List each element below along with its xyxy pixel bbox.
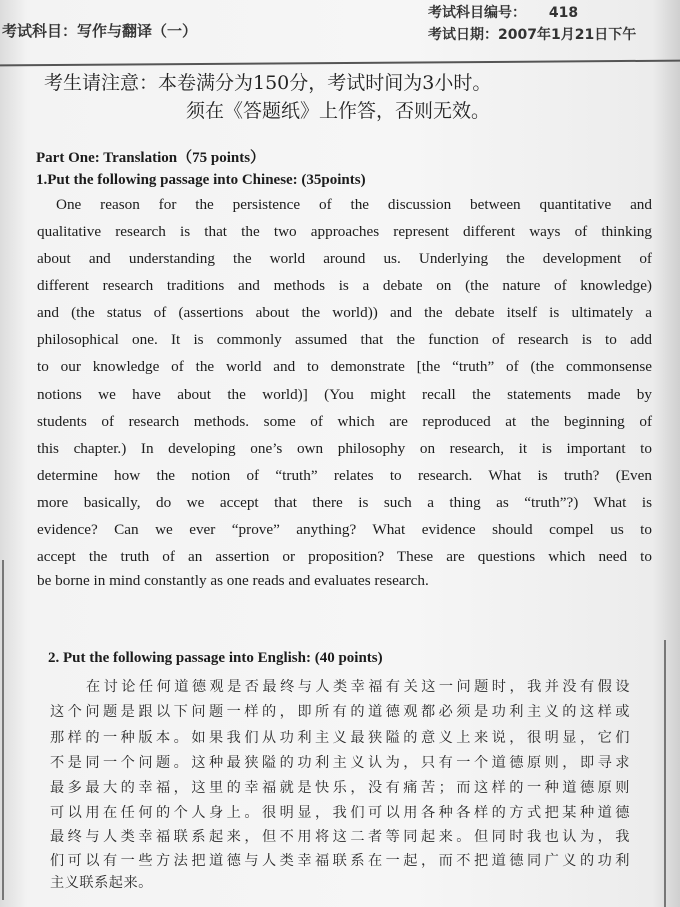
subject-code [428, 2, 578, 22]
passage-line: students of research methods. some of which are reproduced at the beginning of [37, 413, 652, 430]
subject-code-label: 考试科目编号： [428, 5, 526, 21]
scan-edge-right [664, 640, 666, 907]
passage-line: One reason for the persistence of the discussion between quantitative and [56, 196, 652, 213]
passage-line: 这个问题是跟以下问题一样的，即所有的道德观都必须是功利主义的这样或 [50, 704, 630, 720]
passage-line: notions we have about the world)] (You might recall the statements made by [37, 386, 652, 403]
passage-line: this chapter.) In developing one’s own philosophy on research, it is important to [37, 440, 652, 457]
scan-edge-left [2, 560, 4, 900]
exam-date: 考试日期：2007年1月21日下午 [428, 27, 637, 43]
passage-line: be borne in mind constantly as one reads and evaluates research. [37, 572, 429, 589]
passage-line: about and understanding the world around us. Underlying the development of [37, 250, 652, 267]
notice-line-1: 考生请注意：本卷满分为150分，考试时间为3小时。 [44, 72, 492, 94]
passage-line: 可以用在任何的个人身上。很明显，我们可以用各种各样的方式把某种道德 [50, 805, 630, 821]
passage-line: accept the truth of an assertion or proposition? These are questions which need to [37, 548, 652, 565]
passage-line: more basically, do we accept that there is such a thing as “truth”?) What is [37, 494, 652, 511]
passage-line: philosophical one. It is commonly assumed that the function of research is to add [37, 331, 652, 348]
q1-heading: 1.Put the following passage into Chinese: (35points) [36, 172, 366, 188]
part-one-title: Part One: Translation（75 points） [36, 150, 266, 166]
passage-line: 主义联系起来。 [50, 875, 153, 891]
passage-line: 不是同一个问题。这种最狭隘的功利主义认为，只有一个道德原则，即寻求 [50, 755, 630, 771]
passage-line: 最终与人类幸福联系起来，但不用将这二者等同起来。但同时我也认为，我 [50, 829, 630, 845]
passage-line: 最多最大的幸福，这里的幸福就是快乐，没有痛苦；而这样的一种道德原则 [50, 780, 630, 796]
notice-line-2: 须在《答题纸》上作答，否则无效。 [186, 100, 491, 122]
subject-code-value: 418 [548, 5, 579, 21]
passage-line: 那样的一种版本。如果我们从功利主义最狭隘的意义上来说，很明显，它们 [50, 730, 630, 746]
passage-line: different research traditions and methods is a debate on (the nature of knowledge) [37, 277, 652, 294]
passage-line: 们可以有一些方法把道德与人类幸福联系在一起，而不把道德同广义的功利 [50, 853, 630, 869]
passage-line: to our knowledge of the world and to demonstrate [the “truth” of (the commonsense [37, 358, 652, 375]
passage-line: qualitative research is that the two approaches represent different ways of thinking [37, 223, 652, 240]
exam-subject: 考试科目：写作与翻译（一） [2, 22, 198, 40]
q2-heading: 2. Put the following passage into English: (40 points) [48, 650, 383, 666]
header-divider [0, 60, 680, 67]
passage-line: and (the status of (assertions about the world)) and the debate itself is ultimately a [37, 304, 652, 321]
passage-line: 在讨论任何道德观是否最终与人类幸福有关这一问题时，我并没有假设 [86, 679, 630, 695]
passage-line: evidence? Can we ever “prove” anything? What evidence should compel us to [37, 521, 652, 538]
passage-line: determine how the notion of “truth” relates to research. What is truth? (Even [37, 467, 652, 484]
